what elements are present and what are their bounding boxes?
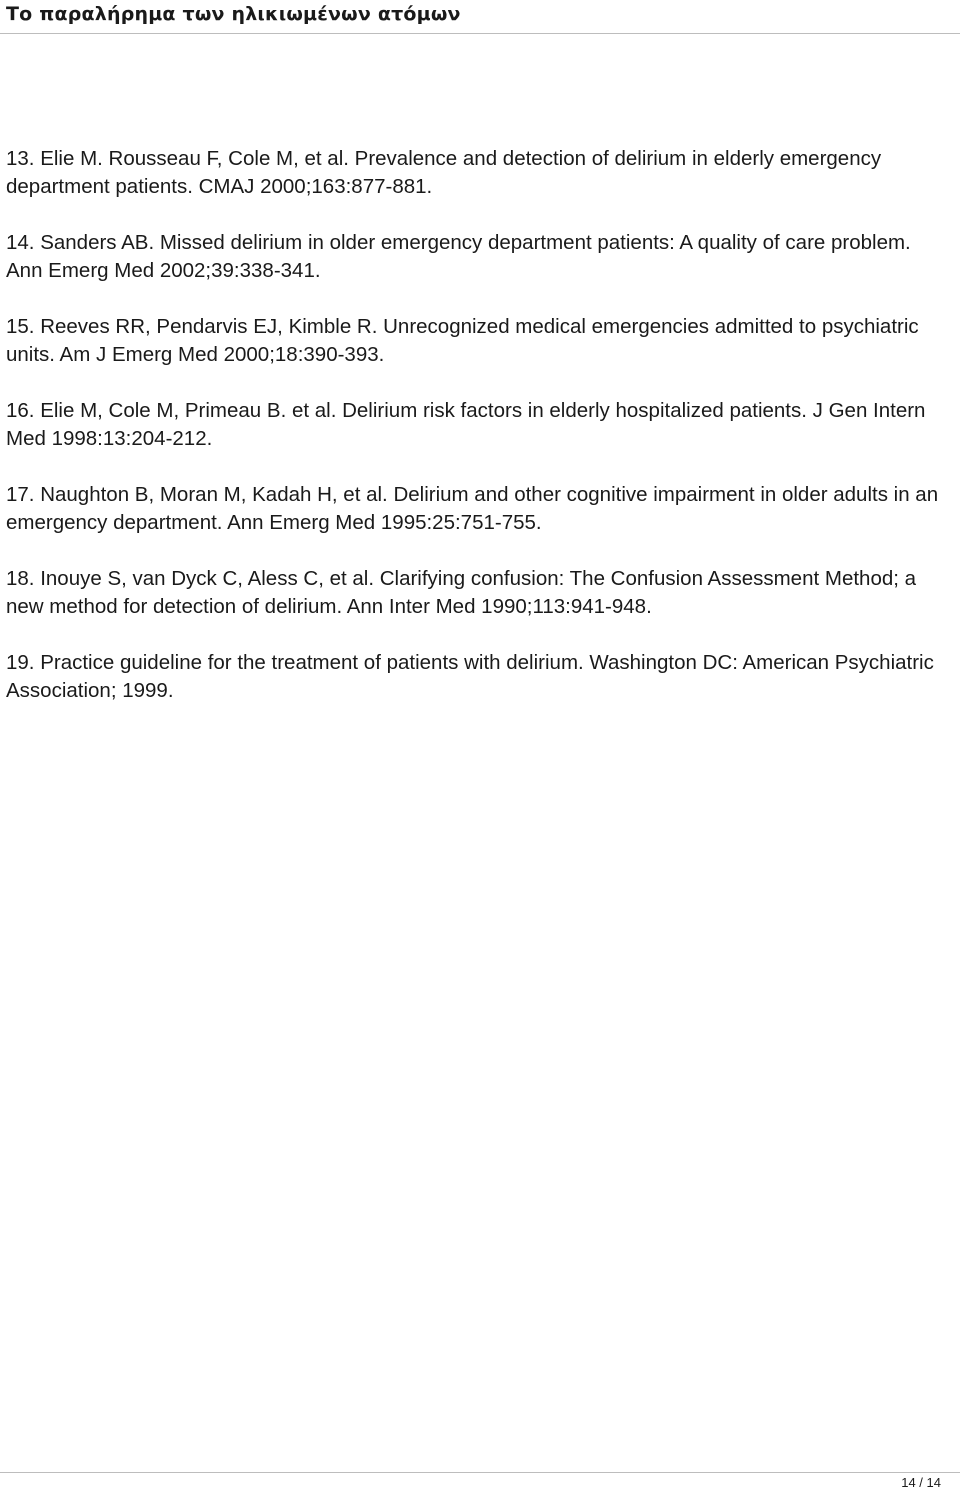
- reference-17: 17. Naughton B, Moran M, Kadah H, et al. Delirium and other cognitive impairment in older adults in an emergency department. Ann Emerg Med 1995:25:751-755.: [6, 483, 939, 534]
- page-footer: [0, 1472, 960, 1490]
- reference-19: 19. Practice guideline for the treatment of patients with delirium. Washington DC: American Psychiatric Association; 1999.: [6, 651, 934, 702]
- reference-16: 16. Elie M, Cole M, Primeau B. et al. Delirium risk factors in elderly hospitalized patients. J Gen Intern Med 1998:13:204-212.: [6, 399, 926, 450]
- document-title: Το παραλήρημα των ηλικιωμένων ατόμων: [6, 3, 461, 25]
- page-header: [0, 0, 960, 34]
- reference-list: [6, 145, 951, 733]
- reference-15: 15. Reeves RR, Pendarvis EJ, Kimble R. Unrecognized medical emergencies admitted to psychiatric units. Am J Emerg Med 2000;18:390-393.: [6, 315, 919, 366]
- reference-14: 14. Sanders AB. Missed delirium in older emergency department patients: A quality of care problem. Ann Emerg Med 2002;39:338-341.: [6, 231, 911, 282]
- footer-divider: [0, 1472, 960, 1473]
- reference-13: 13. Elie M. Rousseau F, Cole M, et al. Prevalence and detection of delirium in elderly emergency department patients. CMAJ 2000;163:877-881.: [6, 147, 882, 198]
- reference-18: 18. Inouye S, van Dyck C, Aless C, et al. Clarifying confusion: The Confusion Assessment Method; a new method for detection of delirium. Ann Inter Med 1990;113:941-948.: [6, 567, 917, 618]
- header-divider: [0, 33, 960, 34]
- page-number: 14 / 14: [901, 1475, 941, 1490]
